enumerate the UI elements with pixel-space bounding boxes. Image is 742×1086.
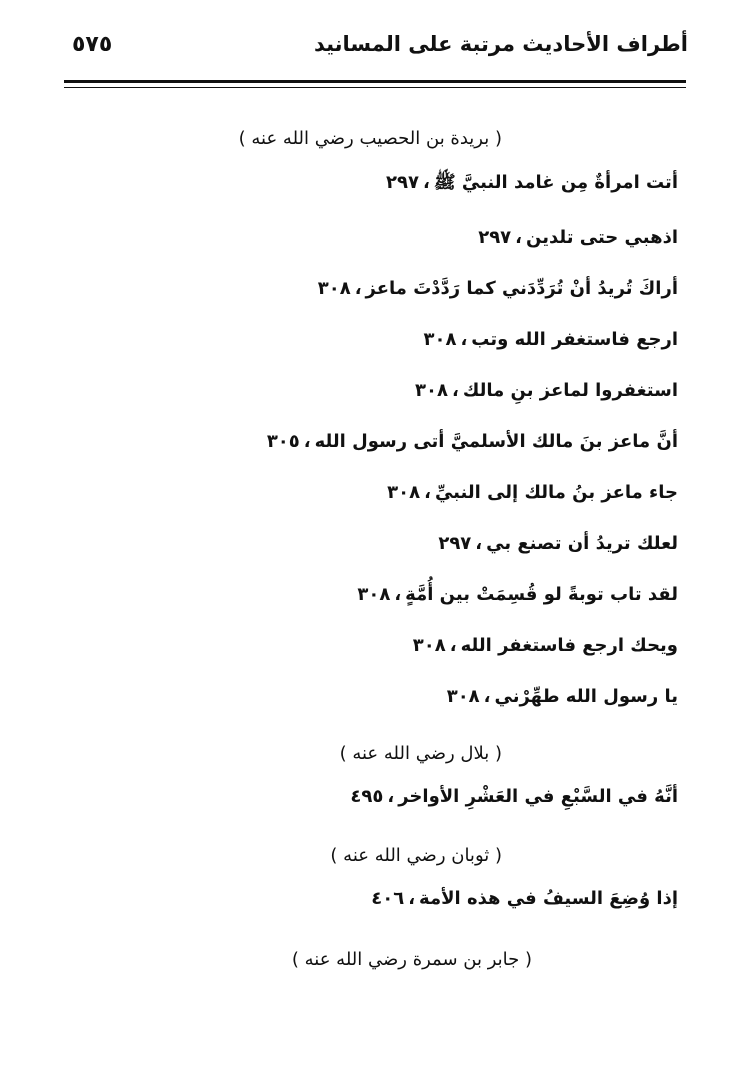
entry-text: يا رسول الله طهِّرْني — [494, 686, 678, 707]
section-title: ( ثوبان رضي الله عنه ) — [330, 845, 502, 866]
entry-text: لعلك تريدُ أن تصنع بي — [486, 533, 678, 554]
entry-text: أتت امرأةٌ مِن غامد النبيَّ ﷺ — [433, 172, 678, 193]
hadith-entry: استغفروا لماعز بنِ مالك،٣٠٨ — [415, 380, 678, 401]
page-number: ٥٧٥ — [72, 32, 113, 57]
entry-page: ٣٠٨ — [423, 329, 457, 350]
entry-page: ٢٩٧ — [478, 227, 512, 248]
entry-text: أنَّهُ في السَّبْعِ في العَشْرِ الأواخر — [398, 786, 678, 807]
entry-page: ٣٠٨ — [412, 635, 446, 656]
entry-page: ٣٠٨ — [317, 278, 351, 299]
entry-page: ٤٩٥ — [350, 786, 384, 807]
section-title: ( جابر بن سمرة رضي الله عنه ) — [291, 949, 532, 970]
hadith-entry: لعلك تريدُ أن تصنع بي،٢٩٧ — [438, 533, 678, 554]
entry-text: إذا وُضِعَ السيفُ في هذه الأمة — [419, 888, 678, 909]
section-title: ( بلال رضي الله عنه ) — [339, 743, 502, 764]
entry-page: ٢٩٧ — [386, 172, 419, 193]
entry-page: ٢٩٧ — [438, 533, 472, 554]
hadith-entry: يا رسول الله طهِّرْني،٣٠٨ — [446, 686, 678, 707]
hadith-entry: أراكَ تُريدُ أنْ تُرَدِّدَني كما رَدَّدْتَ ماعز،٣٠٨ — [317, 278, 678, 299]
section-title: ( بريدة بن الحصيب رضي الله عنه ) — [238, 128, 502, 149]
hadith-entry: أنَّ ماعز بنَ مالك الأسلميَّ أتى رسول الله،٣٠٥ — [266, 431, 678, 452]
header-rule-thin — [64, 87, 686, 88]
entry-page: ٣٠٥ — [266, 431, 300, 452]
entry-text: لقد تاب توبةً لو قُسِمَتْ بين أُمَّةٍ — [405, 584, 678, 605]
entry-page: ٤٠٦ — [371, 888, 405, 909]
hadith-entry: إذا وُضِعَ السيفُ في هذه الأمة،٤٠٦ — [371, 888, 678, 909]
entry-page: ٣٠٨ — [446, 686, 480, 707]
entry-text: اذهبي حتى تلدين — [526, 227, 678, 248]
header-rule-thick — [64, 80, 686, 83]
entry-text: ارجع فاستغفر الله وتب — [471, 329, 678, 350]
entry-page: ٣٠٨ — [357, 584, 391, 605]
running-title: أطراف الأحاديث مرتبة على المسانيد — [313, 32, 688, 56]
entry-text: أراكَ تُريدُ أنْ تُرَدِّدَني كما رَدَّدْتَ ماعز — [365, 278, 678, 299]
hadith-entry: ويحك ارجع فاستغفر الله،٣٠٨ — [412, 635, 678, 656]
index-content — [122, 96, 682, 970]
page-header — [62, 28, 688, 68]
entry-page: ٣٠٨ — [387, 482, 421, 503]
entry-text: جاء ماعز بنُ مالك إلى النبيِّ — [434, 482, 678, 503]
hadith-entry: أتت امرأةٌ مِن غامد النبيَّ ﷺ،٢٩٧ — [386, 172, 678, 193]
hadith-entry: ارجع فاستغفر الله وتب،٣٠٨ — [423, 329, 678, 350]
entry-page: ٣٠٨ — [415, 380, 448, 401]
hadith-entry: جاء ماعز بنُ مالك إلى النبيِّ،٣٠٨ — [387, 482, 678, 503]
entry-text: ويحك ارجع فاستغفر الله — [460, 635, 678, 656]
hadith-entry: اذهبي حتى تلدين،٢٩٧ — [478, 227, 678, 248]
hadith-entry: أنَّهُ في السَّبْعِ في العَشْرِ الأواخر،٤٩٥ — [350, 786, 678, 807]
hadith-entry: لقد تاب توبةً لو قُسِمَتْ بين أُمَّةٍ،٣٠٨ — [357, 584, 678, 605]
entry-text: استغفروا لماعز بنِ مالك — [462, 380, 678, 401]
entry-text: أنَّ ماعز بنَ مالك الأسلميَّ أتى رسول الله — [314, 431, 678, 452]
